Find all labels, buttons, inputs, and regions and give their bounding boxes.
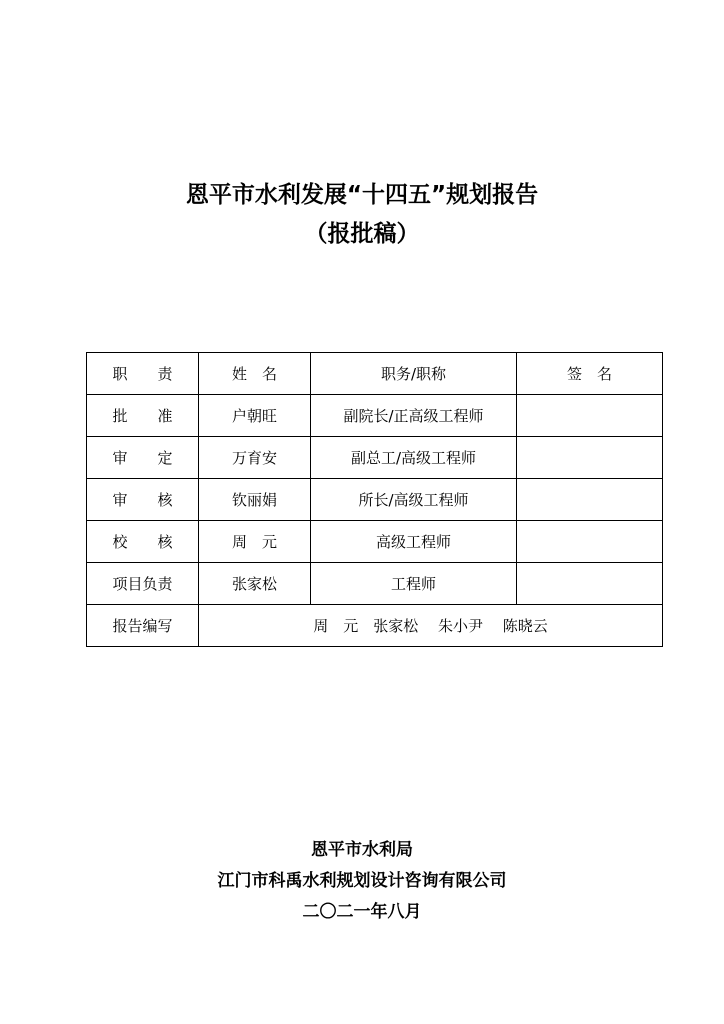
row-name: 钦丽娟 — [199, 479, 311, 521]
row-position: 高级工程师 — [311, 521, 517, 563]
company-name: 江门市科禹水利规划设计咨询有限公司 — [217, 871, 507, 891]
row-signature — [517, 437, 663, 479]
row-position: 所长/高级工程师 — [311, 479, 517, 521]
writers-role: 报告编写 — [87, 605, 199, 647]
row-name: 万育安 — [199, 437, 311, 479]
table-row — [87, 563, 663, 605]
row-signature — [517, 479, 663, 521]
row-signature — [517, 395, 663, 437]
row-role: 审 核 — [87, 479, 199, 521]
client-name: 恩平市水利局 — [311, 840, 413, 860]
report-subtitle: （报批稿） — [304, 221, 420, 247]
header-role: 职 责 — [87, 353, 199, 395]
row-position: 副总工/高级工程师 — [311, 437, 517, 479]
table-row — [87, 395, 663, 437]
header-signature: 签 名 — [517, 353, 663, 395]
row-name: 张家松 — [199, 563, 311, 605]
row-name: 周 元 — [199, 521, 311, 563]
writers-row — [87, 605, 663, 647]
header-name: 姓 名 — [199, 353, 311, 395]
row-role: 校 核 — [87, 521, 199, 563]
row-position: 副院长/正高级工程师 — [311, 395, 517, 437]
table-header-row — [87, 353, 663, 395]
row-role: 审 定 — [87, 437, 199, 479]
table-row — [87, 521, 663, 563]
row-role: 项目负责 — [87, 563, 199, 605]
row-name: 户朝旺 — [199, 395, 311, 437]
signoff-table — [86, 352, 663, 647]
report-date: 二〇二一年八月 — [302, 902, 422, 922]
row-position: 工程师 — [311, 563, 517, 605]
row-role: 批 准 — [87, 395, 199, 437]
row-signature — [517, 521, 663, 563]
report-title: 恩平市水利发展“十四五”规划报告 — [185, 182, 539, 208]
table-row — [87, 437, 663, 479]
row-signature — [517, 563, 663, 605]
writers-names: 周 元 张家松 朱小尹 陈晓云 — [199, 605, 663, 647]
header-position: 职务/职称 — [311, 353, 517, 395]
table-row — [87, 479, 663, 521]
